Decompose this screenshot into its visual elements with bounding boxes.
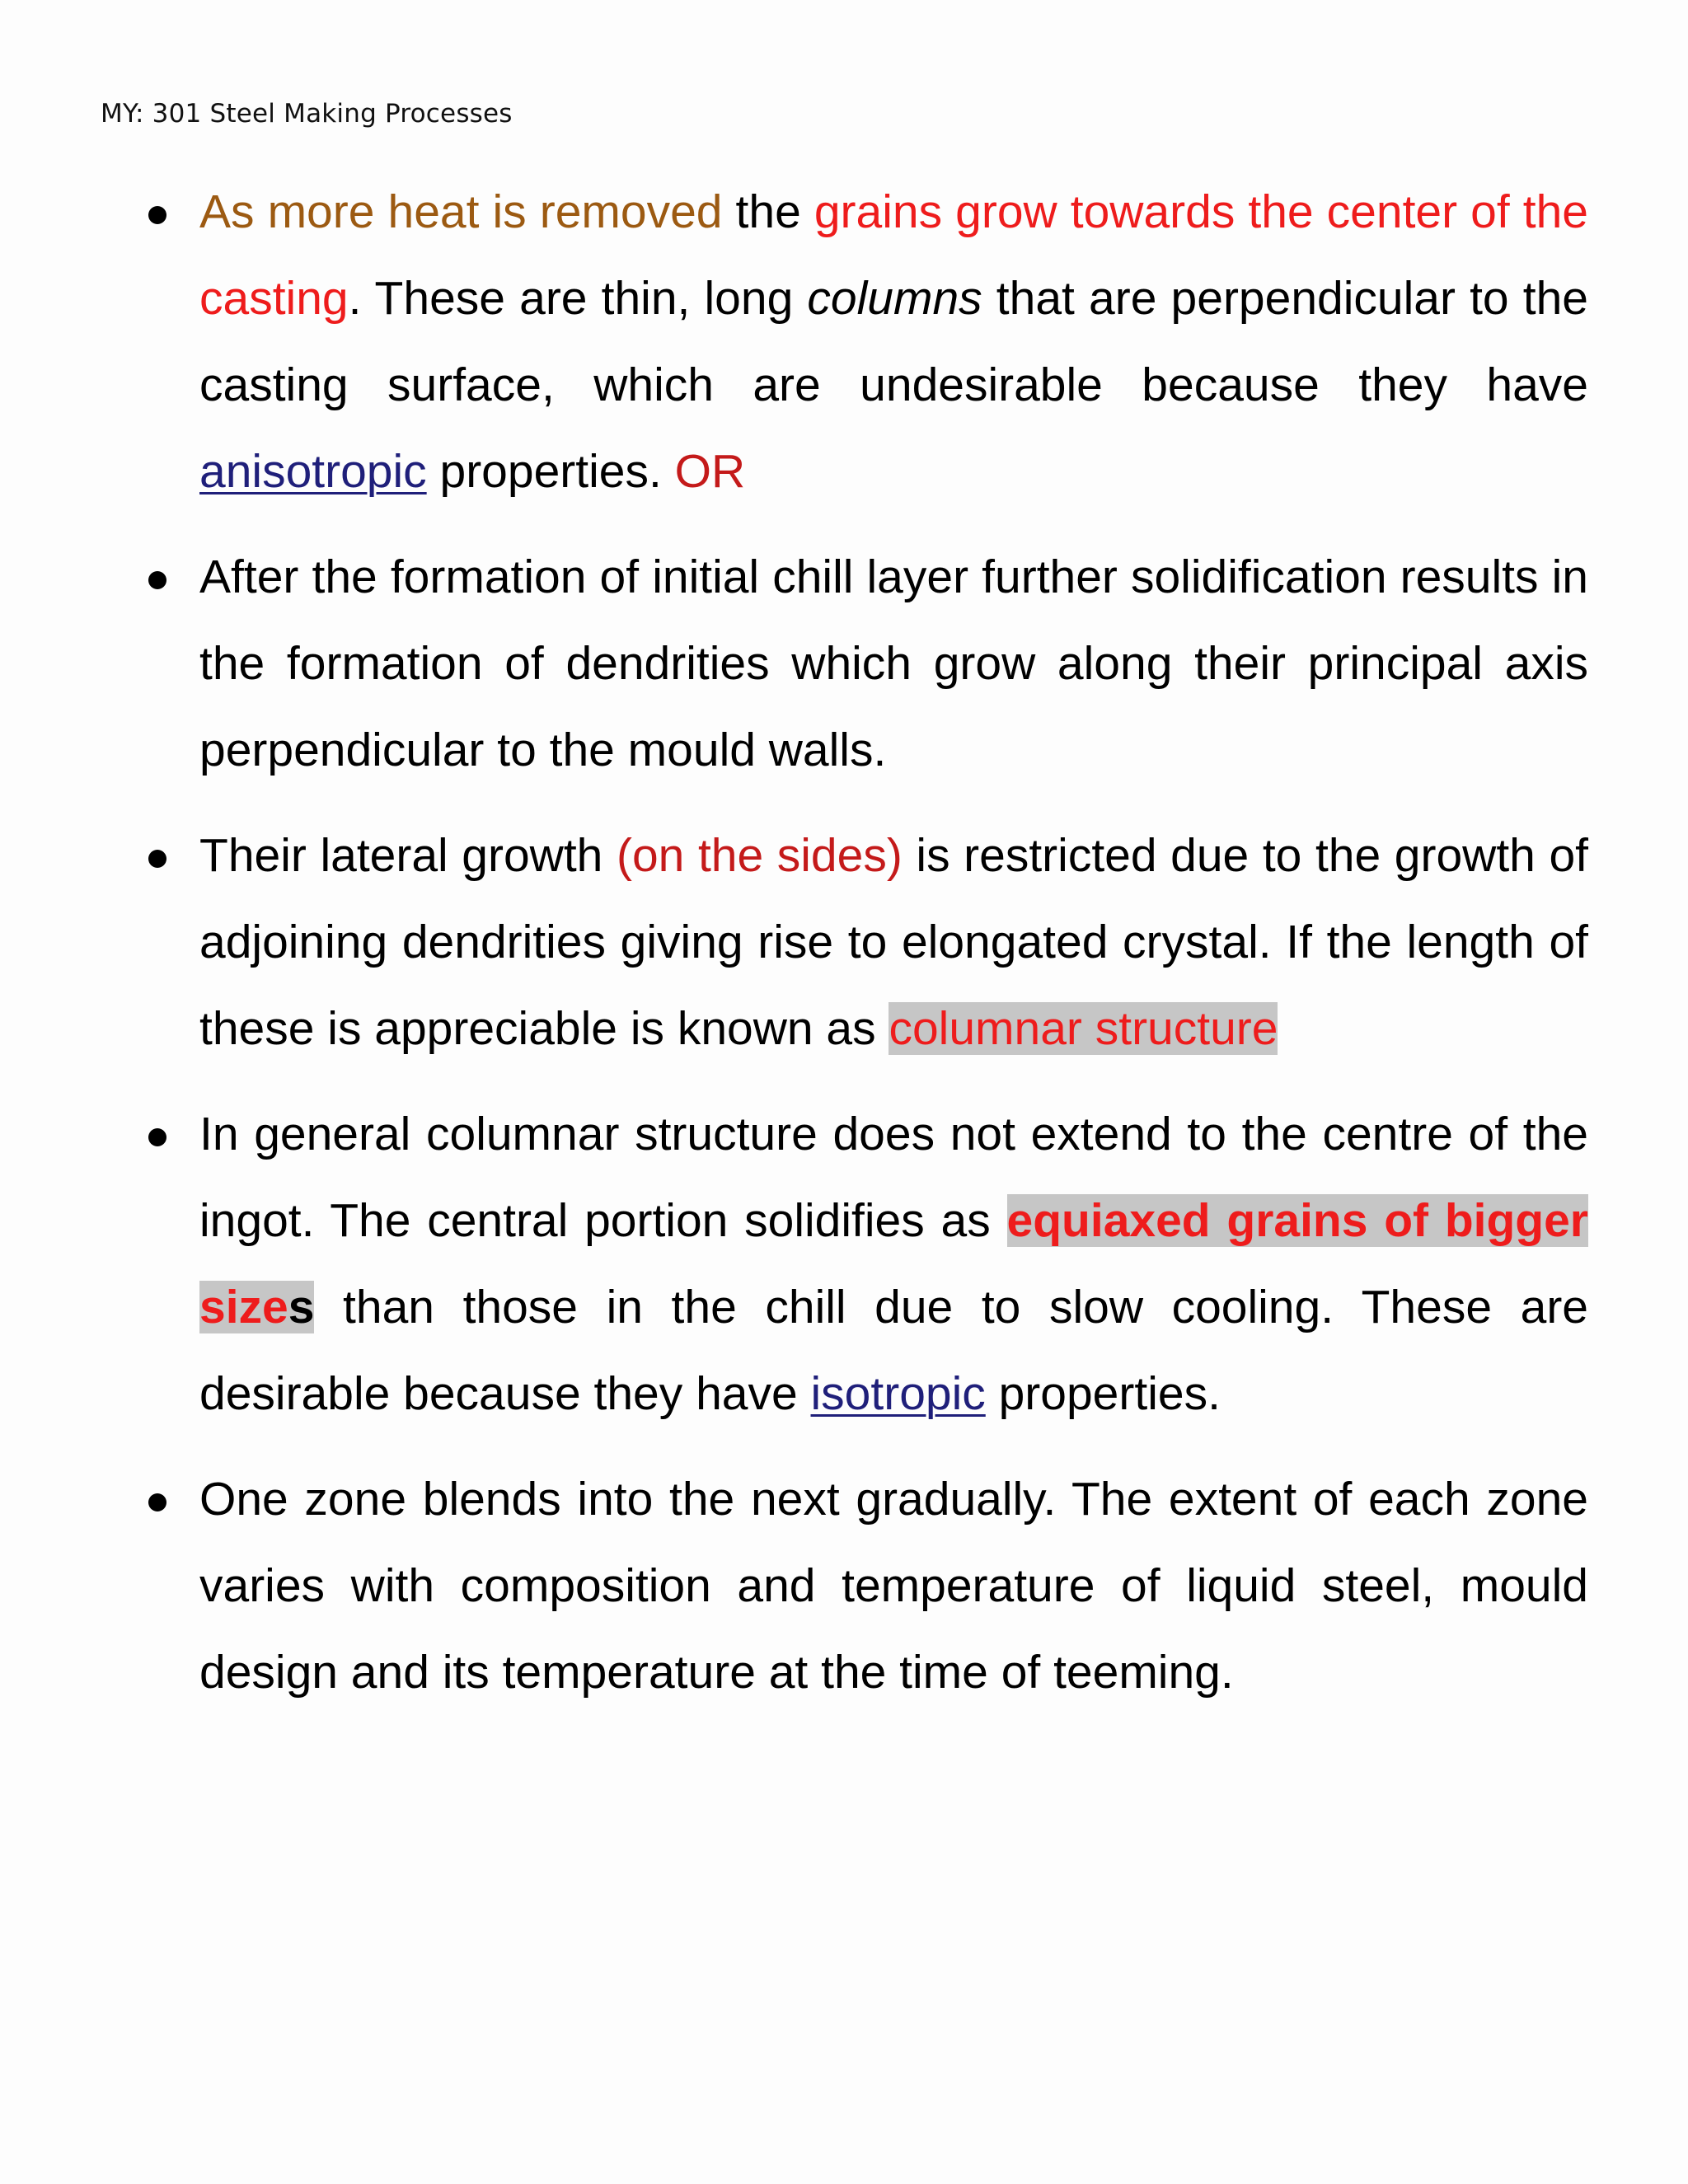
bullet-dot-icon	[148, 1128, 166, 1146]
highlight-equiaxed-grains: equiaxed grains of bigger size	[199, 1194, 1588, 1333]
bullet-dot-icon	[148, 1493, 166, 1511]
bullet-dot-icon	[148, 206, 166, 224]
bullet-dot-icon	[148, 571, 166, 589]
bullet-dot-icon	[148, 850, 166, 868]
text-span: properties.	[985, 1367, 1221, 1420]
text-span: properties.	[426, 445, 675, 498]
page-header: MY: 301 Steel Making Processes	[101, 99, 513, 129]
link-anisotropic[interactable]: anisotropic	[199, 445, 427, 498]
text-span: In general columnar structure does not extend to the centre of the ingot. The central portion solidifies as	[199, 1108, 1588, 1247]
emphasis-heat-removed: As more heat is removed	[199, 185, 723, 238]
text-span: is restricted due to the growth of adjoining dendrities giving rise to elongated crystal. If the length of these is appreciable is known as	[199, 829, 1588, 1055]
bullet-list	[199, 169, 1588, 1735]
text-span: . These are thin, long	[348, 272, 808, 325]
bullet-item-dendrites	[199, 534, 1588, 794]
emphasis-or: OR	[674, 445, 746, 498]
emphasis-on-the-sides: (on the sides)	[616, 829, 903, 882]
text-span: than those in the chill due to slow cooling. These are desirable because they have	[199, 1281, 1588, 1420]
bullet-item-zones	[199, 1456, 1588, 1716]
emphasis-grains-grow: grains grow towards the center of the casting	[199, 185, 1588, 325]
text-span: One zone blends into the next gradually. The extent of each zone varies with composition and temperature of liquid steel, mould design and its temperature at the time of teeming.	[199, 1473, 1588, 1699]
highlight-suffix: s	[288, 1281, 315, 1333]
text-span: Their lateral growth	[199, 829, 617, 882]
text-span: that are perpendicular to the casting surface, which are undesirable because they have	[199, 272, 1588, 411]
text-span: After the formation of initial chill layer further solidification results in the formation of dendrities which grow along their principal axis perpendicular to the mould walls.	[199, 551, 1588, 776]
text-span: the	[722, 185, 814, 238]
bullet-item-lateral-growth	[199, 813, 1588, 1072]
bullet-item-heat-removal	[199, 169, 1588, 515]
italic-columns: columns	[807, 272, 982, 325]
bullet-item-equiaxed	[199, 1091, 1588, 1437]
highlight-columnar-structure: columnar structure	[889, 1002, 1278, 1055]
link-isotropic[interactable]: isotropic	[810, 1367, 986, 1420]
